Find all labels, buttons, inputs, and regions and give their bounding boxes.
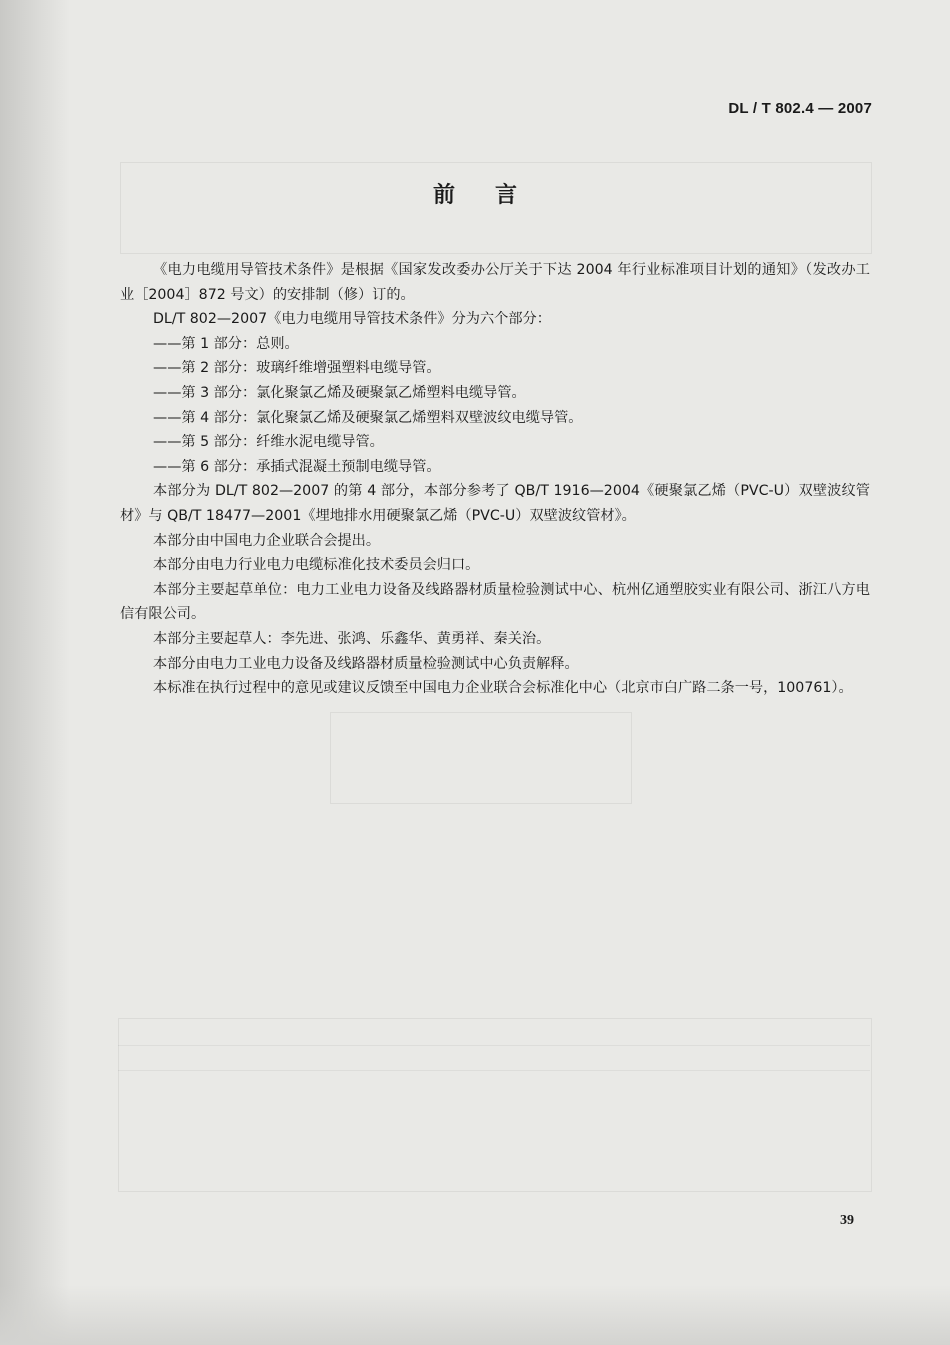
paragraph-drafters: 本部分主要起草人：李先进、张鸿、乐鑫华、黄勇祥、秦关治。 xyxy=(153,630,551,647)
list-item-part-4: ——第 4 部分：氯化聚氯乙烯及硬聚氯乙烯塑料双壁波纹电缆导管。 xyxy=(153,409,583,426)
bleed-through-rule xyxy=(118,1045,870,1046)
list-item-part-3: ——第 3 部分：氯化聚氯乙烯及硬聚氯乙烯塑料电缆导管。 xyxy=(153,384,526,401)
paragraph-interpretation: 本部分由电力工业电力设备及线路器材质量检验测试中心负责解释。 xyxy=(153,655,579,672)
list-item-part-2: ——第 2 部分：玻璃纤维增强塑料电缆导管。 xyxy=(153,360,441,377)
list-item-part-1: ——第 1 部分：总则。 xyxy=(153,335,299,352)
scan-bottom-shadow xyxy=(0,1285,950,1345)
foreword-body xyxy=(120,258,870,701)
list-item-part-6: ——第 6 部分：承插式混凝土预制电缆导管。 xyxy=(153,458,441,475)
paragraph-drafting-units: 本部分主要起草单位：电力工业电力设备及线路器材质量检验测试中心、杭州亿通塑胶实业有限公司、浙江八方电信有限公司。 xyxy=(120,581,870,623)
paragraph-committee: 本部分由电力行业电力电缆标准化技术委员会归口。 xyxy=(153,557,480,574)
bleed-through-rule xyxy=(118,1070,870,1071)
paragraph-parts-summary: DL/T 802—2007《电力电缆用导管技术条件》分为六个部分： xyxy=(153,311,551,328)
paragraph-references: 本部分为 DL/T 802—2007 的第 4 部分，本部分参考了 QB/T 1916—2004《硬聚氯乙烯（PVC-U）双壁波纹管材》与 QB/T 18477—2001《埋地排水用硬聚氯乙烯（PVC-U）双壁波纹管材》。 xyxy=(120,483,870,524)
paragraph-proposer: 本部分由中国电力企业联合会提出。 xyxy=(153,532,381,549)
page-number: 39 xyxy=(840,1213,854,1228)
paragraph-intro: 《电力电缆用导管技术条件》是根据《国家发改委办公厅关于下达 2004 年行业标准项目计划的通知》（发改办工业［2004］872 号文）的安排制（修）订的。 xyxy=(120,262,870,303)
page-title: 前言 xyxy=(432,183,557,208)
standard-code-header: DL / T 802.4 — 2007 xyxy=(728,100,872,117)
paragraph-feedback: 本标准在执行过程中的意见或建议反馈至中国电力企业联合会标准化中心（北京市白广路二条一号，100761）。 xyxy=(153,680,853,697)
list-item-part-5: ——第 5 部分：纤维水泥电缆导管。 xyxy=(153,434,384,451)
bleed-through-figure xyxy=(330,712,632,804)
